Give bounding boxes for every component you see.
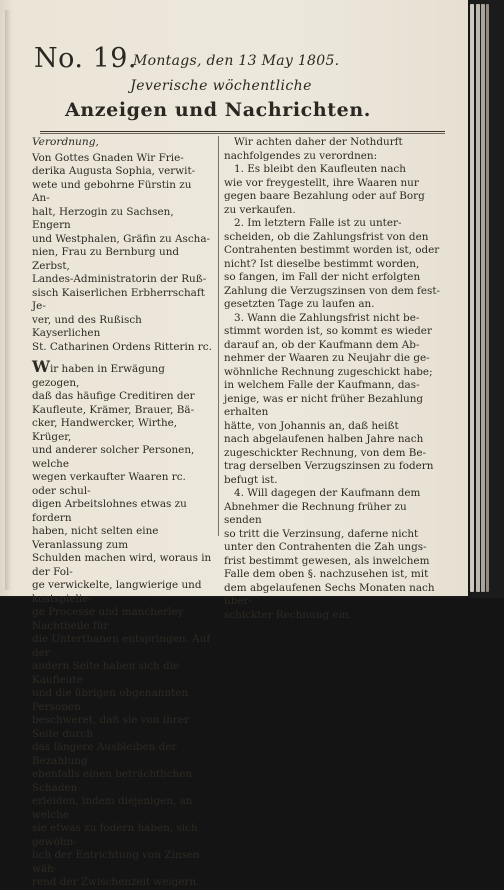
text-line: schickter Rechnung ein. bbox=[224, 608, 352, 621]
decree-intro bbox=[32, 152, 212, 355]
column-divider bbox=[218, 136, 219, 536]
text-line: wie vor freygestellt, ihre Waaren nur bbox=[224, 176, 419, 189]
text-line: sisch Kaiserlichen Erbherrschaft Je- bbox=[32, 286, 205, 312]
left-column bbox=[32, 136, 212, 890]
page-edge bbox=[486, 4, 489, 592]
text-line: und die übrigen obgenannten Personen bbox=[32, 687, 189, 713]
text-line: Von Gottes Gnaden Wir Frie- bbox=[32, 151, 184, 164]
text-line: beschweret, daß sie von ihrer Seite durch bbox=[32, 714, 190, 740]
text-line: Contrahenten bestimmt worden ist, oder bbox=[224, 244, 440, 256]
masthead-rule-thin bbox=[40, 133, 445, 134]
issue-number: No. 19. bbox=[34, 43, 138, 74]
text-line: und Westphalen, Gräfin zu Ascha- bbox=[32, 232, 211, 245]
text-line: zu verkaufen. bbox=[224, 203, 296, 216]
text-line: digen Arbeitslohnes etwas zu fordern bbox=[32, 498, 187, 524]
text-line: befugt ist. bbox=[224, 473, 278, 486]
text-line: nehmer der Waaren zu Neujahr die ge- bbox=[224, 352, 430, 364]
text-line: unter den Contrahenten die Zah ungs- bbox=[224, 541, 427, 553]
text-line: 2. Im letztern Falle ist zu unter- bbox=[234, 217, 402, 229]
text-line: dem abgelaufenen Sechs Monaten nach über- bbox=[224, 581, 435, 607]
text-line: Landes-Administratorin der Ruß- bbox=[32, 273, 207, 285]
text-line: Abnehmer die Rechnung früher zu senden bbox=[224, 500, 407, 526]
title-line-1: Jeverische wöchentliche bbox=[130, 78, 312, 94]
ordinance-intro bbox=[224, 136, 444, 163]
decree-heading: Verordnung, bbox=[32, 136, 99, 148]
text-line: Schulden machen wird, woraus in der Fol- bbox=[32, 552, 212, 578]
masthead bbox=[28, 44, 448, 129]
text-line: ver, und des Rußisch Kayserlichen bbox=[32, 313, 142, 339]
text-line: rend der Zwischenzeit weigern. bbox=[32, 876, 200, 888]
text-line: in welchem Falle der Kaufmann, das- bbox=[224, 379, 420, 391]
paragraph-1 bbox=[224, 163, 444, 217]
text-line: so tritt die Verzinsung, daferne nicht bbox=[224, 527, 419, 540]
text-line: haben, nicht selten eine Veranlassung zum bbox=[32, 525, 159, 551]
text-line: stimmt worden ist, so kommt es wieder bbox=[224, 325, 432, 337]
text-line: Falle dem oben §. nachzusehen ist, mit bbox=[224, 568, 429, 580]
text-line: frist bestimmt gewesen, als inwelchem bbox=[224, 554, 430, 567]
text-line: so fangen, im Fall der nicht erfolgten bbox=[224, 271, 421, 283]
text-line: Wir achten daher der Nothdurft bbox=[234, 136, 403, 148]
text-line: die Unterthanen entspringen. Auf der bbox=[32, 633, 211, 659]
text-line: nien, Frau zu Bernburg und Zerbst, bbox=[32, 246, 180, 272]
text-line: wöhnliche Rechnung zugeschickt habe; bbox=[224, 365, 433, 378]
text-line: Kaufleute, Krämer, Brauer, Bä- bbox=[32, 403, 195, 416]
text-line: gegen baare Bezahlung oder auf Borg bbox=[224, 190, 425, 202]
text-line: lich der Entrichtung von Zinsen wäh- bbox=[32, 849, 200, 875]
text-line: darauf an, ob der Kaufmann dem Ab- bbox=[224, 338, 420, 351]
text-line: halt, Herzogin zu Sachsen, Engern bbox=[32, 205, 174, 231]
text-line: nicht? Ist dieselbe bestimmt worden, bbox=[224, 257, 420, 270]
decree-body bbox=[32, 357, 212, 890]
issue-date: Montags, den 13 May 1805. bbox=[133, 53, 340, 69]
text-line: nachfolgendes zu verordnen: bbox=[224, 149, 378, 162]
page-edge bbox=[481, 4, 485, 592]
text-line: trag derselben Verzugszinsen zu fodern bbox=[224, 460, 434, 472]
text-line: 3. Wann die Zahlungsfrist nicht be- bbox=[234, 311, 420, 324]
text-line: daß das häufige Creditiren der bbox=[32, 390, 195, 402]
text-line: sie etwas zu fodern haben, sich gewöhn- bbox=[32, 822, 198, 848]
text-line: Wir haben in Erwägung gezogen, bbox=[32, 357, 165, 389]
text-line: nach abgelaufenen halben Jahre nach bbox=[224, 433, 424, 445]
text-line: 1. Es bleibt den Kaufleuten nach bbox=[234, 163, 406, 175]
masthead-rule bbox=[40, 131, 445, 132]
text-line: St. Catharinen Ordens Ritterin rc. bbox=[32, 340, 212, 353]
text-line: cker, Handwercker, Wirthe, Krüger, bbox=[32, 417, 178, 443]
text-line: erleiden, indem diejenigen, an welche bbox=[32, 795, 193, 821]
text-line: ge verwickelte, langwierige und kostspielie- bbox=[32, 579, 202, 605]
text-line: derika Augusta Sophia, verwit- bbox=[32, 165, 196, 177]
text-line: das längere Ausbleiben der Bezahlung bbox=[32, 741, 177, 767]
text-line: scheiden, ob die Zahlungsfrist von den bbox=[224, 230, 429, 243]
text-line: hätte, von Johannis an, daß heißt bbox=[224, 419, 399, 432]
paragraph-2 bbox=[224, 217, 444, 312]
text-line: Zahlung die Verzugszinsen von dem fest- bbox=[224, 284, 441, 297]
paragraph-4 bbox=[224, 487, 444, 622]
text-line: 4. Will dagegen der Kaufmann dem bbox=[234, 487, 421, 499]
text-line: wete und gebohrne Fürstin zu An- bbox=[32, 178, 192, 204]
page-edge bbox=[476, 4, 480, 592]
page-edge bbox=[470, 4, 474, 592]
text-line: jenige, was er nicht früher Bezahlung erhalten bbox=[224, 392, 424, 418]
text-line: zugeschickter Rechnung, von dem Be- bbox=[224, 446, 427, 459]
binding-shadow bbox=[5, 10, 11, 590]
text-line: ge Processe und mancherley Nachtheile für bbox=[32, 606, 184, 632]
text-line: wegen verkaufter Waaren rc. oder schul- bbox=[32, 471, 186, 497]
text-line: ebenfalls einen beträchtlichen Schaden bbox=[32, 768, 193, 794]
paragraph-3 bbox=[224, 312, 444, 488]
text-line: andern Seite haben sich die Kaufleute bbox=[32, 660, 180, 686]
text-line: und anderer solcher Personen, welche bbox=[32, 444, 195, 470]
right-column bbox=[224, 136, 444, 622]
title-line-2: Anzeigen und Nachrichten. bbox=[65, 99, 371, 121]
text-line: gesetzten Tage zu laufen an. bbox=[224, 298, 375, 310]
